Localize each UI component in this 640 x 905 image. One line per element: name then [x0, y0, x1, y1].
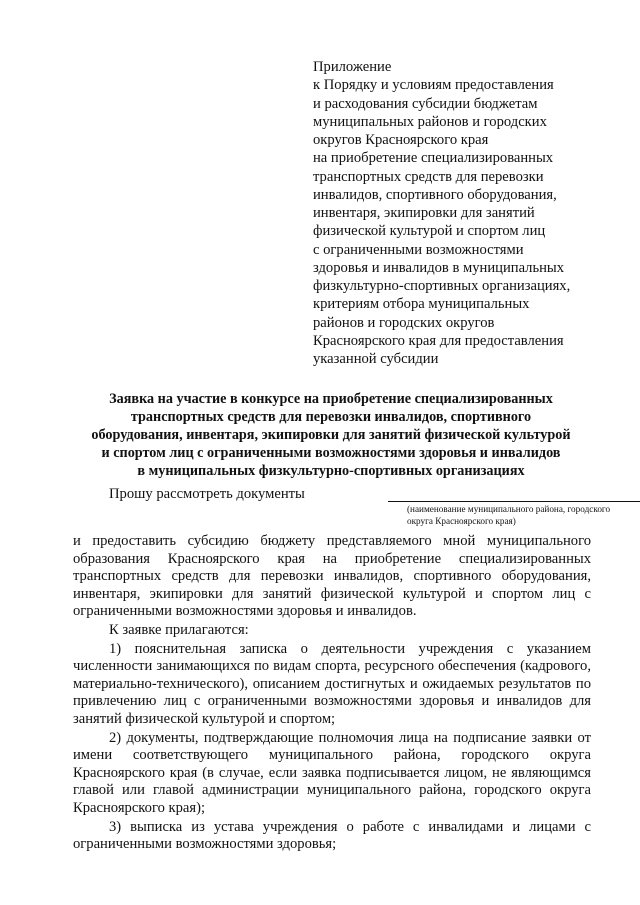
title-line: в муниципальных физкультурно-спортивных организациях: [137, 463, 525, 479]
appendix-line: на приобретение специализированных: [313, 150, 554, 167]
appendix-line: и расходования субсидии бюджетам: [313, 95, 538, 112]
blank-hint-line: (наименование муниципального района, городского: [407, 504, 611, 514]
title-line: оборудования, инвентаря, экипировки для занятий физической культурой: [91, 427, 571, 443]
fill-in-blank-line: [388, 501, 640, 502]
appendix-line: критериям отбора муниципальных: [313, 296, 530, 313]
document-title: [70, 390, 592, 480]
attachment-item: 1) пояснительная записка о деятельности учреждения с указанием численности занимающихся по видам спорта, ресурсного обеспечения (кадрового, материально-технического), описанием достигнутых и ожидаемых результатов по привлечению лиц с ограниченными возможностями здоровья и инвалидов для занятий физической культурой и спортом;: [73, 640, 591, 727]
blank-hint: [407, 503, 640, 527]
title-line: транспортных средств для перевозки инвалидов, спортивного: [130, 409, 532, 425]
appendix-line: муниципальных районов и городских: [313, 113, 547, 130]
title-line: и спортом лиц с ограниченными возможностями здоровья и инвалидов: [101, 445, 561, 461]
title-line: Заявка на участие в конкурсе на приобретение специализированных: [109, 391, 553, 407]
attachment-item: 2) документы, подтверждающие полномочия лица на подписание заявки от имени соответствующего муниципального района, городского округа Красноярского края (в случае, если заявка подписывается лицом, не являющимся главой или главой администрации муниципального района, городского округа Красноярского края);: [73, 729, 591, 816]
appendix-line: районов и городских округов: [313, 314, 495, 331]
request-lead-text: Прошу рассмотреть документы: [109, 486, 305, 502]
document-body: [73, 533, 591, 855]
appendix-line: физкультурно-спортивных организациях,: [313, 278, 571, 294]
body-paragraph: и предоставить субсидию бюджету представляемого мной муниципального образования Красноярского края на приобретение специализированных транспортных средств для перевозки инвалидов, спортивного оборудования, инвентаря, экипировки для занятий физической культурой и спортом лиц с ограниченными возможностями здоровья и инвалидов.: [73, 533, 591, 620]
attachments-heading: К заявке прилагаются:: [109, 621, 249, 638]
blank-hint-line: округа Красноярского края): [407, 516, 516, 526]
attachment-item: 3) выписка из устава учреждения о работе с инвалидами и лицами с ограниченными возможностями здоровья;: [73, 818, 591, 853]
appendix-line: Приложение: [313, 59, 392, 75]
appendix-line: здоровья и инвалидов в муниципальных: [313, 259, 565, 276]
appendix-line: Красноярского края для предоставления: [313, 332, 564, 349]
appendix-line: инвалидов, спортивного оборудования,: [313, 186, 557, 203]
appendix-line: инвентаря, экипировки для занятий: [313, 205, 535, 221]
request-row: [73, 486, 611, 528]
appendix-line: транспортных средств для перевозки: [313, 168, 544, 185]
appendix-block: [313, 58, 613, 368]
appendix-line: указанной субсидии: [313, 351, 439, 367]
appendix-line: с ограниченными возможностями: [313, 241, 524, 258]
appendix-line: округов Красноярского края: [313, 132, 489, 148]
appendix-line: физической культурой и спортом лиц: [313, 223, 546, 240]
appendix-line: к Порядку и условиям предоставления: [313, 77, 554, 94]
